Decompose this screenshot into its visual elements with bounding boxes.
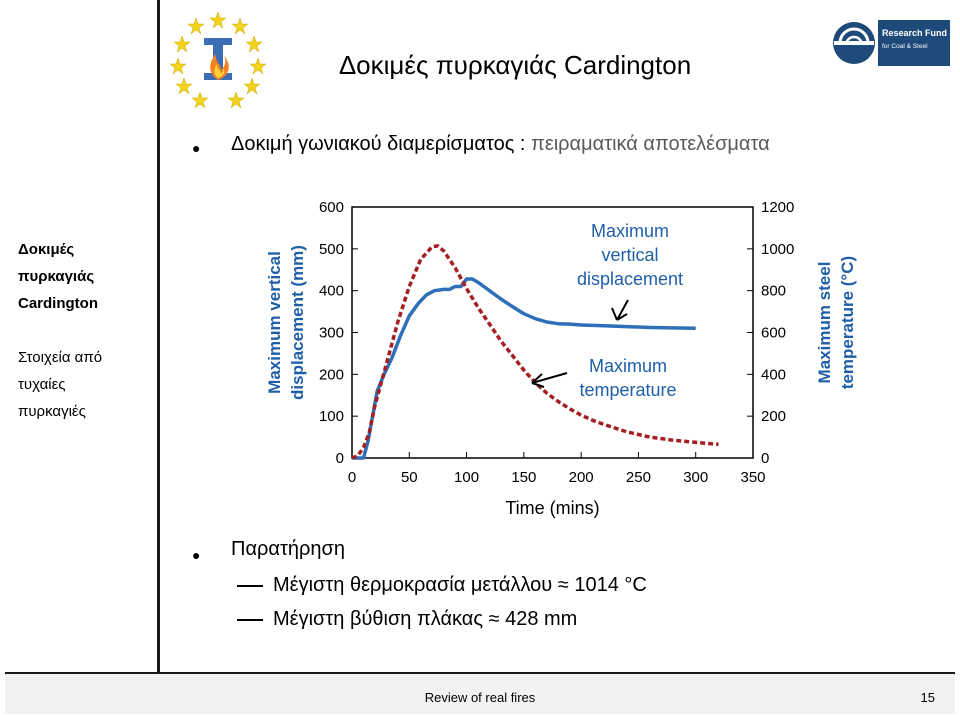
sidebar-item[interactable]: τυχαίες (18, 376, 66, 393)
displacement-temperature-chart (260, 190, 880, 530)
sidebar-item[interactable]: Στοιχεία από (18, 349, 103, 366)
y-left-tick-label: 300 (318, 324, 344, 342)
sidebar-divider (157, 0, 160, 672)
bullet-dot-icon: ● (192, 547, 201, 563)
sidebar-spacer (18, 317, 153, 344)
dash-icon (237, 619, 263, 621)
y-left-tick-label: 500 (318, 240, 344, 258)
y-left-tick-label: 400 (318, 282, 344, 300)
observation-heading: Παρατήρηση (231, 538, 345, 560)
plot-frame (352, 207, 753, 458)
bullet-text-accent: πειραματικά αποτελέσματα (531, 133, 770, 155)
rfcs-logo-text-1: Research Fund (882, 28, 948, 38)
y-left-axis-label-line2: displacement (mm) (288, 245, 307, 400)
y-right-tick-label: 600 (761, 324, 787, 342)
y-left-tick-label: 200 (318, 366, 344, 384)
page-number: 15 (920, 690, 935, 705)
rfcs-logo-text-2: for Coal & Steel (882, 43, 928, 50)
footer (5, 672, 955, 714)
dash-icon (237, 585, 263, 587)
bullet-dot-icon: ● (192, 140, 201, 156)
y-right-axis-label-line2: temperature (°C) (838, 255, 857, 390)
observation-item (237, 608, 577, 631)
annotation-displacement-line2: vertical (601, 245, 659, 265)
x-axis-label: Time (mins) (505, 498, 600, 518)
x-tick-label: 0 (347, 469, 357, 486)
bullet-text-main: Δοκιμή γωνιακού διαμερίσματος : (231, 133, 526, 155)
bullet-text-experiment (231, 131, 791, 157)
page-title: Δοκιμές πυρκαγιάς Cardington (338, 50, 692, 80)
observation-item (237, 574, 647, 597)
sidebar-item[interactable]: πυρκαγιές (18, 403, 86, 420)
y-right-tick-label: 1200 (761, 199, 795, 216)
y-right-tick-label: 800 (761, 282, 787, 300)
y-right-axis-label-line1: Maximum steel (815, 261, 834, 384)
footer-label: Review of real fires (424, 690, 536, 705)
rfcs-logo (832, 20, 950, 66)
x-tick-label: 100 (454, 469, 480, 486)
sidebar-item[interactable]: Δοκιμές (18, 241, 75, 258)
y-right-tick-label: 1000 (761, 240, 795, 258)
x-tick-label: 350 (740, 469, 766, 486)
y-right-tick-label: 0 (761, 450, 770, 467)
annotation-displacement-line3: displacement (576, 269, 684, 289)
y-left-tick-label: 100 (318, 408, 344, 426)
annotation-displacement-line1: Maximum (590, 221, 670, 241)
y-left-axis-label-line1: Maximum vertical (265, 251, 284, 394)
sidebar-item[interactable]: πυρκαγιάς (18, 268, 95, 285)
x-tick-label: 200 (568, 469, 594, 486)
y-left-tick-label: 0 (335, 450, 344, 467)
observation-item-text: Μέγιστη θερμοκρασία μετάλλου ≈ 1014 °C (273, 574, 647, 596)
x-tick-label: 150 (511, 469, 537, 486)
y-right-tick-label: 400 (761, 366, 787, 384)
annotation-displacement-arrow (612, 300, 628, 320)
observation-item-text: Μέγιστη βύθιση πλάκας ≈ 428 mm (273, 608, 578, 630)
x-tick-label: 300 (683, 469, 709, 486)
annotation-temperature-arrow (532, 373, 567, 387)
sidebar-item[interactable]: Cardington (18, 295, 98, 312)
y-right-tick-label: 200 (761, 408, 787, 426)
sidebar-nav (18, 236, 153, 425)
x-tick-label: 50 (400, 469, 418, 486)
annotation-temperature-line2: temperature (579, 380, 677, 400)
x-tick-label: 250 (625, 469, 651, 486)
y-left-tick-label: 600 (318, 199, 344, 216)
annotation-temperature-line1: Maximum (588, 356, 668, 376)
